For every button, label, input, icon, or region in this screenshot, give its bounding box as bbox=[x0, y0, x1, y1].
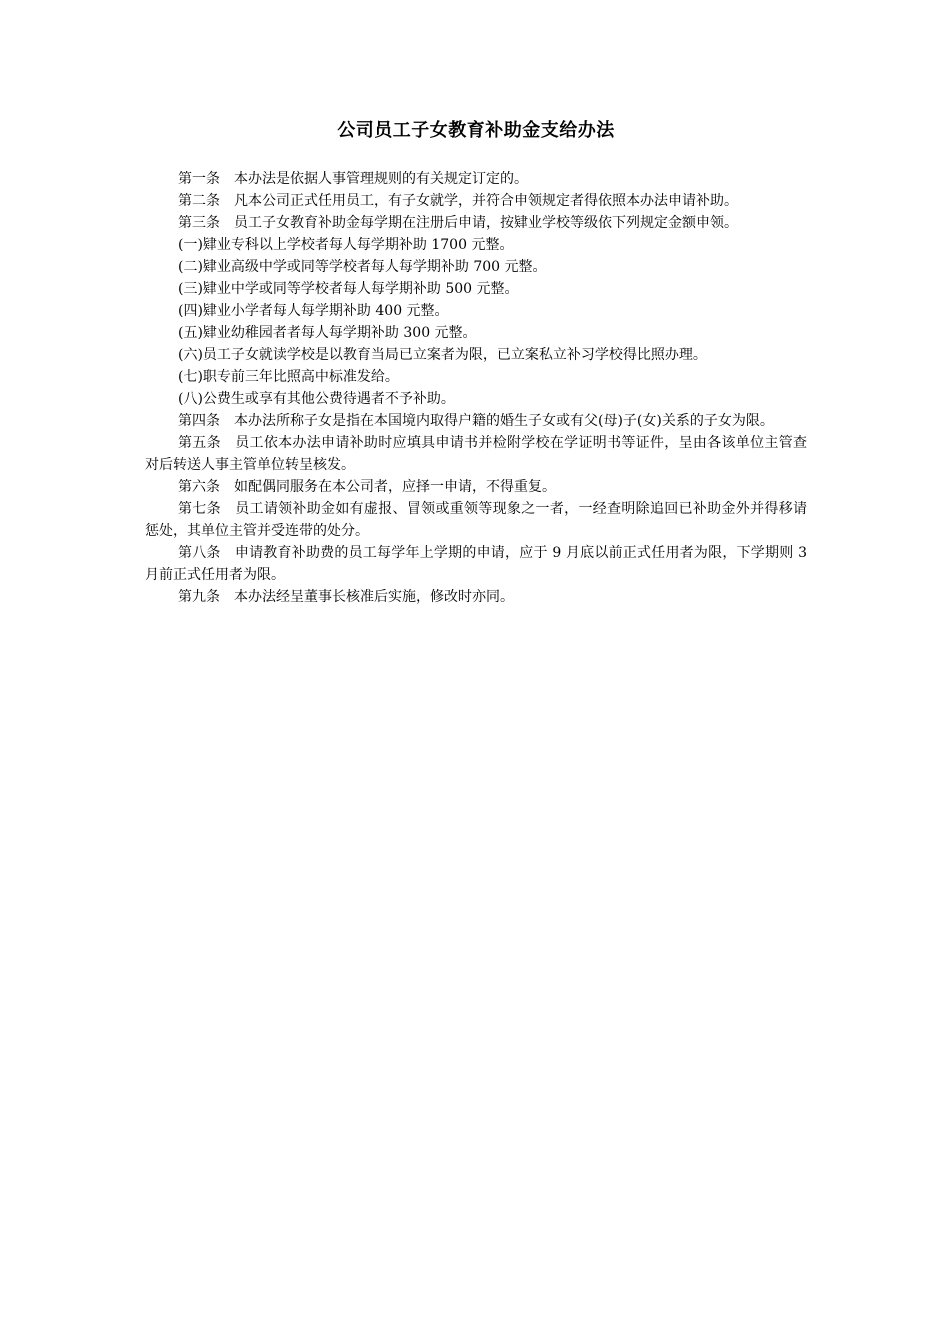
article-6: 第六条 如配偶同服务在本公司者，应择一申请，不得重复。 bbox=[178, 479, 556, 495]
article-4: 第四条 本办法所称子女是指在本国境内取得户籍的婚生子女或有父(母)子(女)关系的子女为限。 bbox=[178, 413, 774, 429]
subsidy-item-6: (六)员工子女就读学校是以教育当局已立案者为限，已立案私立补习学校得比照办理。 bbox=[178, 347, 707, 363]
subsidy-item-7: (七)职专前三年比照高中标准发给。 bbox=[178, 369, 399, 385]
article-2: 第二条 凡本公司正式任用员工，有子女就学，并符合申领规定者得依照本办法申请补助。 bbox=[178, 193, 738, 209]
subsidy-item-1: (一)肄业专科以上学校者每人每学期补助 1700 元整。 bbox=[178, 237, 514, 253]
subsidy-item-8: (八)公费生或享有其他公费待遇者不予补助。 bbox=[178, 391, 455, 407]
subsidy-item-2: (二)肄业高级中学或同等学校者每人每学期补助 700 元整。 bbox=[178, 259, 547, 275]
article-3: 第三条 员工子女教育补助金每学期在注册后申请，按肄业学校等级依下列规定金额申领。 bbox=[178, 215, 738, 231]
subsidy-item-4: (四)肄业小学者每人每学期补助 400 元整。 bbox=[178, 303, 449, 319]
article-5: 第五条 员工依本办法申请补助时应填具申请书并检附学校在学证明书等证件，呈由各该单位主管查对后转送人事主管单位转呈核发。 bbox=[145, 435, 807, 473]
article-7: 第七条 员工请领补助金如有虚报、冒领或重领等现象之一者，一经查明除追回已补助金外并得移请惩处，其单位主管并受连带的处分。 bbox=[145, 501, 807, 539]
document-title: 公司员工子女教育补助金支给办法 bbox=[337, 120, 615, 141]
article-1: 第一条 本办法是依据人事管理规则的有关规定订定的。 bbox=[178, 171, 528, 187]
document-body bbox=[145, 168, 807, 608]
article-9: 第九条 本办法经呈董事长核准后实施，修改时亦同。 bbox=[178, 589, 514, 605]
subsidy-item-3: (三)肄业中学或同等学校者每人每学期补助 500 元整。 bbox=[178, 281, 519, 297]
subsidy-item-5: (五)肄业幼稚园者者每人每学期补助 300 元整。 bbox=[178, 325, 477, 341]
document-page bbox=[145, 118, 807, 608]
article-8: 第八条 申请教育补助费的员工每学年上学期的申请，应于 9 月底以前正式任用者为限，下学期则 3 月前正式任用者为限。 bbox=[145, 545, 807, 583]
